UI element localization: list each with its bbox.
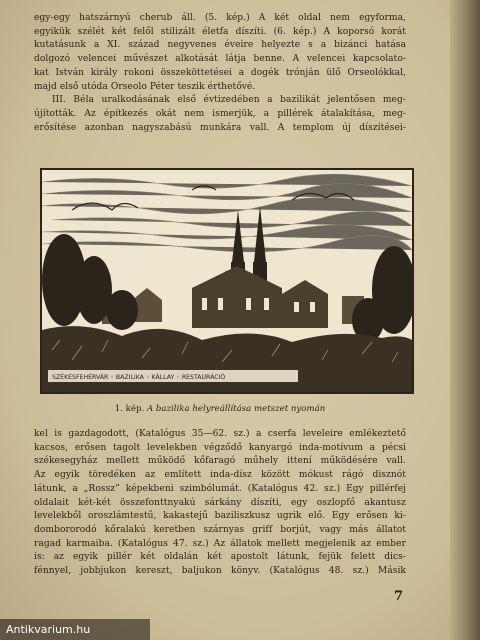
text-line: székesegyház mellett működő kőfaragó műhely ittení működésére vall. (34, 456, 406, 467)
text-line: kutatásunk a XI. század negyvenes éveire helyezte s a bizánci hatása (34, 40, 406, 51)
text-line: is: az egyik pillér két oldalán két apostolt látunk, fejük felett dics- (34, 552, 406, 563)
engraving-inscription: SZÉKESFEHÉRVÁR ◦ BAZILIKA ◦ KÁLLAY ◦ RESTAURÁCIÓ (52, 374, 226, 381)
text-line: fénnyel, jobbjukon kereszt, baljukon könyv. (Katalógus 48. sz.) Másik (34, 566, 406, 577)
paragraph-bottom (34, 428, 406, 579)
text-line: kel is gazdagodott, (Katalógus 35—62. sz.) a cserfa leveleire emlékeztető (34, 429, 406, 439)
text-line: ragad karmaiba. (Katalógus 47. sz.) Az állatok mellett megjelenik az ember (34, 538, 406, 549)
text-line: levelekből oroszlámtestű, kakastejű baziliszkusz ugrik elő. Egy erősen ki- (34, 511, 406, 522)
text-line: látunk, a „Rossz” képekbeni szimbólumát. (Katalógus 42. sz.) Egy pillérfej (34, 483, 406, 494)
text-line: III. Béla uralkodásának első évtizedében a bazilikát jelentősen meg- (52, 95, 406, 106)
text-line: egyikük szélét két felől stilizált életfa díszíti. (6. kép.) A koporsó korát (34, 26, 406, 37)
paragraph-top (34, 12, 406, 135)
engraving-illustration (42, 170, 412, 392)
book-binding-gutter (450, 0, 480, 640)
figure-caption (34, 404, 406, 414)
text-line: dombororodó kőralakú keretben szárnyas griff borjút, vagy más állatot (34, 524, 406, 535)
caption-text: A bazilika helyreállítása metszet nyomán (146, 404, 326, 414)
text-line: újították. Az építkezés okát nem ismerjük, a pillérek átalakítása, meg- (34, 108, 406, 119)
text-line: oldalait két-két összefonttnyakú sárkány díszíti, egy oszlopfő akantusz (34, 497, 406, 508)
text-line: majd első utóda Orseolo Péter teszik érthetővé. (34, 81, 256, 92)
caption-number: 1. kép. (114, 404, 145, 414)
page-number: 7 (394, 589, 404, 604)
text-line: dolgozó velencei művészet alkotását látja benne. A velencei kapcsolato- (34, 54, 406, 65)
text-line: erősítése azonban nagyszabású munkára vall. A templom új díszítései- (34, 122, 406, 133)
text-line: kacsos, erősen tagolt levelekben végződő kanyargó inda-motívum a pécsi (34, 442, 406, 453)
watermark: Antikvarium.hu (0, 619, 150, 640)
text-line: egy-egy hatszárnyú cherub áll. (5. kép.) A két oldal nem egyforma, (34, 13, 406, 23)
text-line: Az egyik töredéken az említett inda-dísz között mókust rágó disznót (34, 470, 406, 481)
paragraph-middle (34, 94, 406, 135)
basilica-engraving (40, 168, 414, 394)
text-line: kat István király rokoni összeköttetései a dogék trónján ülő Orseolókkal, (34, 67, 406, 78)
